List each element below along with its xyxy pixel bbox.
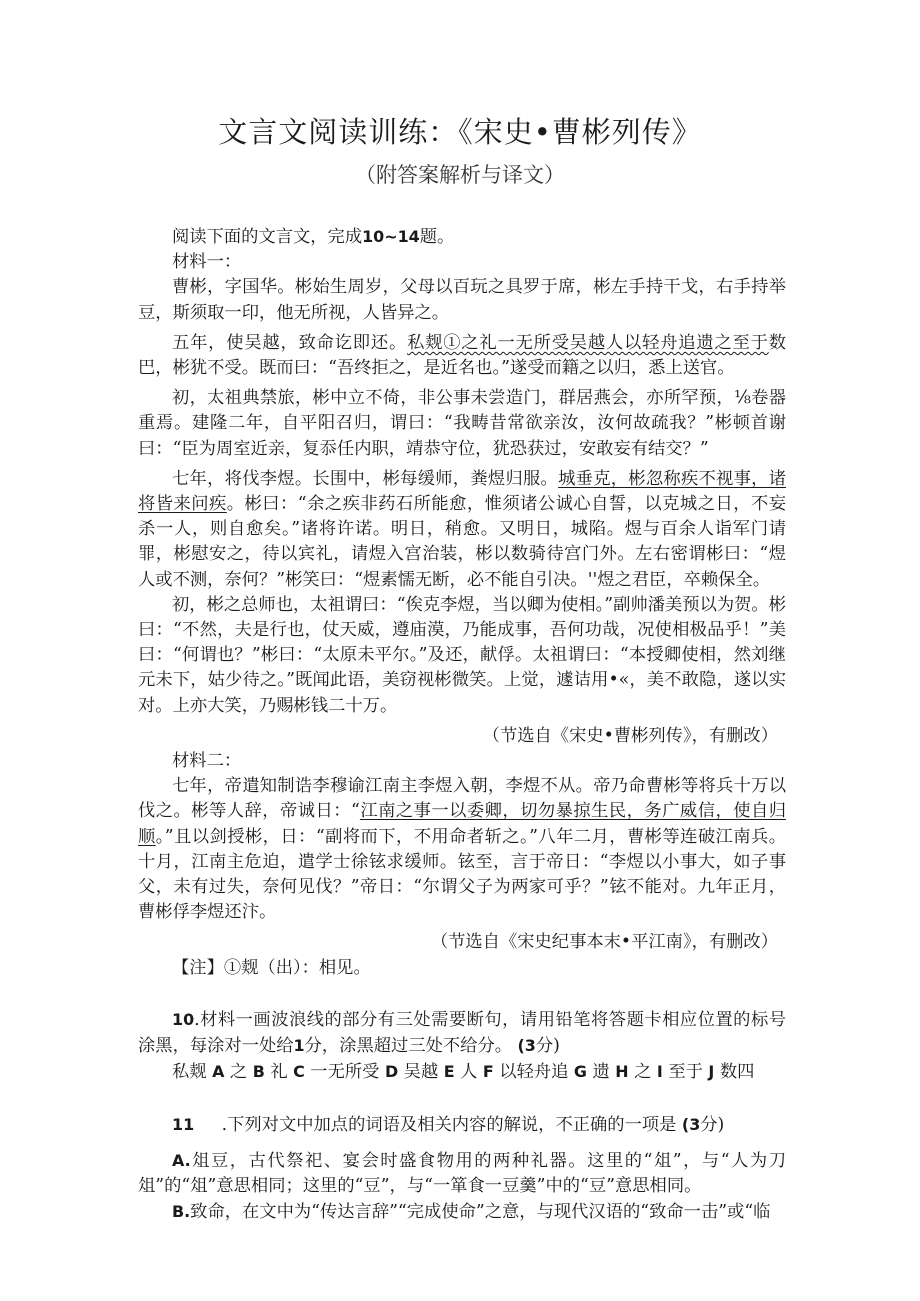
q10-label-c: C	[293, 1062, 305, 1082]
m2p1-pre: 七年，帝遣知制诰李穆谕江南主李煜入朝，李煜不从。帝乃命曹彬等将兵十万以伐之。彬等人辞，帝诚日：“	[138, 776, 786, 822]
q10-label-d: D	[384, 1062, 399, 1082]
q11-option-b-text: 致命，在文中为“传达言辞”“完成使命”之意，与现代汉语的“致命一击”或“临	[190, 1202, 771, 1223]
q11-number: 11	[172, 1114, 195, 1134]
material2-paragraph-1	[138, 774, 786, 925]
q10-score: (3	[517, 1036, 536, 1056]
material1-paragraph-3: 初，太祖典禁旅，彬中立不倚，非公事未尝造门，群居燕会，亦所罕预，⅛卷器重焉。建隆二年，自平阳召归，谓曰：“我畴昔常欲亲汝，汝何故疏我？”彬顿首谢曰：“臣为周室近亲，复忝任内职，靖恭守位，犹恐获过，安敢妄有结交？”	[138, 388, 786, 459]
q10-seg-6: 以轻舟追	[499, 1062, 569, 1083]
q10-segmentation-line	[138, 1059, 786, 1085]
material1-paragraph-5: 初，彬之总师也，太祖谓曰：“俟克李煜，当以卿为使相。”副帅潘美预以为贺。彬曰：“不然，夫是行也，仗天威，遵庙漠，乃能成事，吾何功哉，况使相极品乎！”美曰：“何谓也？”彬曰：“太原未平尔。”及还，献俘。太祖谓曰：“本授卿使相，然刘继元未下，姑少待之。”既闻此语，美窃视彬微笑。上觉，遽诘用•«，美不敢隐，遂以实对。上亦大笑，乃赐彬钱二十万。	[138, 594, 786, 716]
material1-paragraph-1: 曹彬，字国华。彬始生周岁，父母以百玩之具罗于席，彬左手持干戈，右手持举豆，斯须取一印，他无所视，人皆异之。	[138, 277, 786, 323]
material1-label: 材料一：	[172, 252, 242, 273]
q10-seg-3: 一无所受	[310, 1062, 380, 1083]
material1-source: （节选自《宋史•曹彬列传》，有删改）	[482, 725, 778, 746]
q10-score-each: 1	[293, 1036, 305, 1056]
q10-label-f: F	[482, 1062, 494, 1082]
q10-label-j: J	[708, 1062, 715, 1082]
q10-seg-8: 之	[634, 1062, 652, 1083]
q10-label-i: I	[656, 1062, 663, 1082]
material1-paragraph-4	[138, 467, 786, 593]
question-10	[138, 1007, 786, 1059]
q10-label-e: E	[443, 1062, 455, 1082]
q10-seg-4: 吴越	[403, 1062, 439, 1083]
q10-seg-0: 私觌	[172, 1062, 207, 1083]
q10-label-g: G	[573, 1062, 587, 1082]
material1-paragraph-2	[138, 331, 786, 381]
instruction-pre: 阅读下面的文言文，完成	[172, 227, 363, 247]
q11-option-a-text: 俎豆，古代祭祀、宴会时盛食物用的两种礼器。这里的“俎”，与“人为刀俎”的“俎”意思相同；这里的“豆”，与“一箪食一豆羹”中的“豆”意思相同。	[138, 1150, 786, 1196]
q10-text-mid: 分，涂黑超过三处不给分。	[304, 1036, 513, 1057]
m1p2-pre: 五年，使吴越，致命讫即还。	[172, 332, 408, 353]
q10-number: 10	[172, 1009, 195, 1029]
q11-option-a	[138, 1148, 786, 1199]
q10-seg-2: 礼	[270, 1062, 288, 1083]
q10-seg-1: 之	[229, 1062, 248, 1083]
q11-option-a-label: A.	[172, 1150, 191, 1170]
m1p4-pre: 七年，将伐李煜。长围中，彬每缓师，粪煜归服。	[172, 468, 559, 489]
underlined-passage-1: 城垂克，彬忽称疾不视事，诸将皆来问疾	[138, 468, 786, 515]
m1p4-post: 。彬曰：“余之疾非药石所能愈，惟须诸公诚心自誓，以克城之日，不妄杀一人，则自愈矣。”诸将许诺。明日，稍愈。又明日，城陷。煜与百余人诣军门请罪，彬慰安之，待以宾礼，请煜入宫治装，彬以数骑待宫门外。左右密谓彬曰：“煜人或不测，奈何？”彬笑曰：“煜素懦无断，必不能自引决。''煜之君臣，卒赖保全。	[138, 494, 786, 590]
instruction	[138, 224, 786, 250]
material2-label: 材料二：	[172, 751, 242, 772]
q10-seg-7: 遗	[592, 1062, 610, 1083]
material2-source: （节选自《宋史纪事本末•平江南》，有删改）	[430, 932, 778, 953]
instruction-post: 题。	[419, 227, 455, 247]
q11-option-b-label: B.	[172, 1202, 191, 1222]
instruction-range: 10~14	[362, 227, 420, 246]
q10-label-a: A	[212, 1062, 225, 1082]
q11-text: .下列对文中加点的词语及相关内容的解说，不正确的一项是	[221, 1114, 677, 1135]
q11-score: (3	[681, 1114, 701, 1134]
m1p2-post: 数巴，彬犹不受。既而曰：“吾终拒之，是近名也。”遂受而籍之以归，悉上送官。	[138, 332, 786, 379]
q10-label-b: B	[252, 1062, 265, 1082]
q10-label-h: H	[615, 1062, 629, 1082]
wavy-underlined-passage: 私觌①之礼一无所受吴越人以轻舟追遗之至于	[407, 332, 769, 353]
question-11	[138, 1112, 786, 1138]
q10-seg-9: 至于	[668, 1062, 703, 1083]
q10-seg-5: 人	[460, 1062, 478, 1083]
document-title: 文言文阅读训练：《宋史•曹彬列传》	[218, 115, 702, 149]
m2p1-post: 。”且以剑授彬，日：“副将而下，不用命者斩之。”八年二月，曹彬等连破江南兵。十月，江南主危迫，遣学士徐铉求缓师。铉至，言于帝日：“李煜以小事大，如子事父，未有过失，奈何见伐？”帝日：“尔谓父子为两家可乎？”铉不能对。九年正月，曹彬俘李煜还汴。	[138, 826, 786, 923]
q10-text-pre: .材料一画波浪线的部分有三处需要断句，请用铅笔将答题卡相应位置的标号涂黑，每涂对一处给	[138, 1009, 786, 1057]
underlined-passage-2: 江南之事一以委卿，切勿暴掠生民，务广威信，使自归顺	[138, 801, 786, 847]
q11-score-unit: 分)	[700, 1114, 725, 1135]
q10-score-unit: 分)	[535, 1036, 560, 1057]
document-body	[138, 224, 786, 1225]
annotation-note: 【注】①觌（出）：相见。	[172, 957, 371, 978]
q11-option-b	[138, 1199, 786, 1225]
document-subtitle: （附答案解析与译文）	[355, 163, 565, 187]
q10-seg-10: 数四	[719, 1062, 755, 1083]
